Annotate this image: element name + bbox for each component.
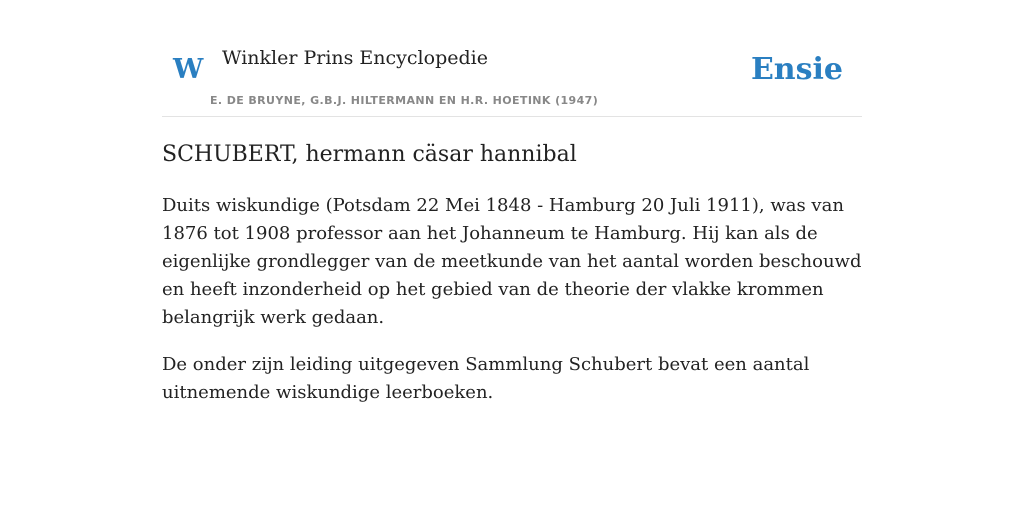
article-title: SCHUBERT, hermann cäsar hannibal: [162, 142, 577, 167]
brand-logo-link[interactable]: Ensie: [750, 52, 843, 87]
article-paragraph: De onder zijn leiding uitgegeven Sammlung Schubert bevat een aantal uitnemende wiskundige leerboeken.: [162, 354, 810, 403]
article-paragraph: Duits wiskundige (Potsdam 22 Mei 1848 - Hamburg 20 Juli 1911), was van 1876 tot 1908 professor aan het Johanneum te Hamburg. Hij kan als de eigenlijke grondlegger van de meetkunde van het aantal worden beschouwd en heeft inzonderheid op het gebied van de theorie der vlakke krommen belangrijk werk gedaan.: [162, 195, 862, 328]
article: [162, 138, 866, 407]
source-logo-icon: W: [173, 54, 204, 85]
source-header: [162, 0, 862, 117]
source-authors: E. DE BRUYNE, G.B.J. HILTERMANN EN H.R. HOETINK (1947): [210, 94, 599, 107]
source-title[interactable]: Winkler Prins Encyclopedie: [222, 47, 488, 69]
